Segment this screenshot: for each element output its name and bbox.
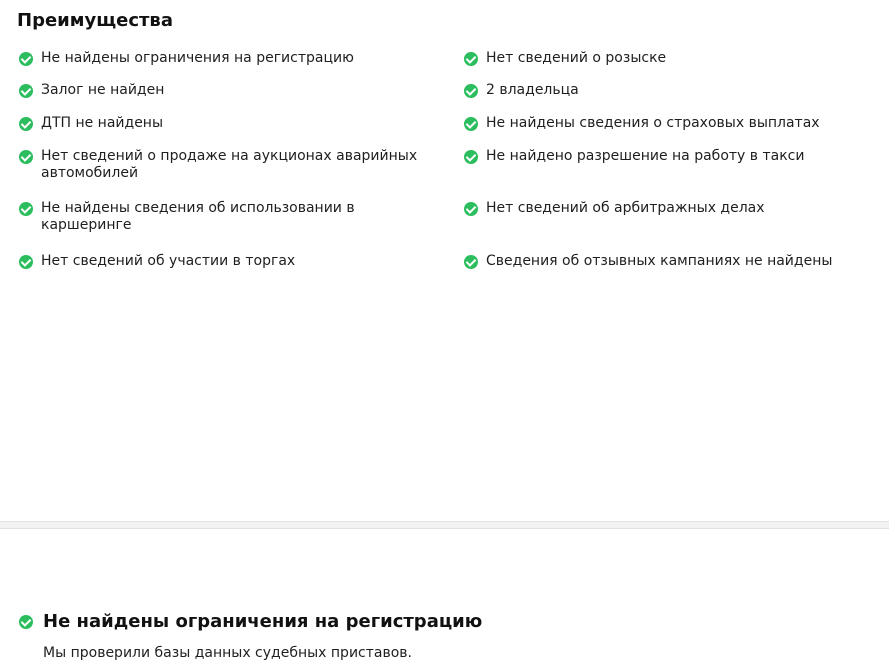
list-item-label: ДТП не найдены <box>41 115 164 131</box>
detail-title: Не найдены ограничения на регистрацию <box>43 611 483 632</box>
list-item <box>464 200 884 217</box>
list-item <box>464 82 884 99</box>
list-item-label: Нет сведений о продаже на аукционах аварийных автомобилей <box>41 148 418 181</box>
check-circle-icon <box>464 117 478 131</box>
check-circle-icon <box>19 117 33 131</box>
list-item-label: Не найдены сведения об использовании в каршеринге <box>41 200 355 233</box>
list-item <box>19 200 459 234</box>
list-item <box>19 50 459 67</box>
list-item-label: Нет сведений об арбитражных делах <box>486 200 765 216</box>
list-item <box>464 253 884 270</box>
list-item-label: Не найдены сведения о страховых выплатах <box>486 115 820 131</box>
list-item-label: Не найдено разрешение на работу в такси <box>486 148 805 164</box>
check-circle-icon <box>464 202 478 216</box>
detail-description: Мы проверили базы данных судебных приставов. <box>43 645 412 661</box>
list-item <box>19 115 459 132</box>
list-item <box>464 115 884 132</box>
section-divider <box>0 521 889 529</box>
list-item <box>19 253 459 270</box>
list-item-label: Залог не найден <box>41 82 165 98</box>
check-circle-icon <box>464 52 478 66</box>
check-circle-icon <box>19 255 33 269</box>
list-item <box>464 50 884 67</box>
list-item-label: 2 владельца <box>486 82 579 98</box>
check-circle-icon <box>464 255 478 269</box>
check-circle-icon <box>464 84 478 98</box>
check-circle-icon <box>19 202 33 216</box>
list-item-label: Сведения об отзывных кампаниях не найдены <box>486 253 833 269</box>
list-item-label: Не найдены ограничения на регистрацию <box>41 50 354 66</box>
detail-heading <box>19 611 482 633</box>
check-circle-icon <box>464 150 478 164</box>
section-title-advantages: Преимущества <box>17 10 173 31</box>
list-item <box>19 148 459 182</box>
list-item-label: Нет сведений о розыске <box>486 50 667 66</box>
check-circle-icon <box>19 615 33 629</box>
list-item <box>19 82 459 99</box>
list-item-label: Нет сведений об участии в торгах <box>41 253 296 269</box>
check-circle-icon <box>19 84 33 98</box>
check-circle-icon <box>19 52 33 66</box>
check-circle-icon <box>19 150 33 164</box>
list-item <box>464 148 884 165</box>
